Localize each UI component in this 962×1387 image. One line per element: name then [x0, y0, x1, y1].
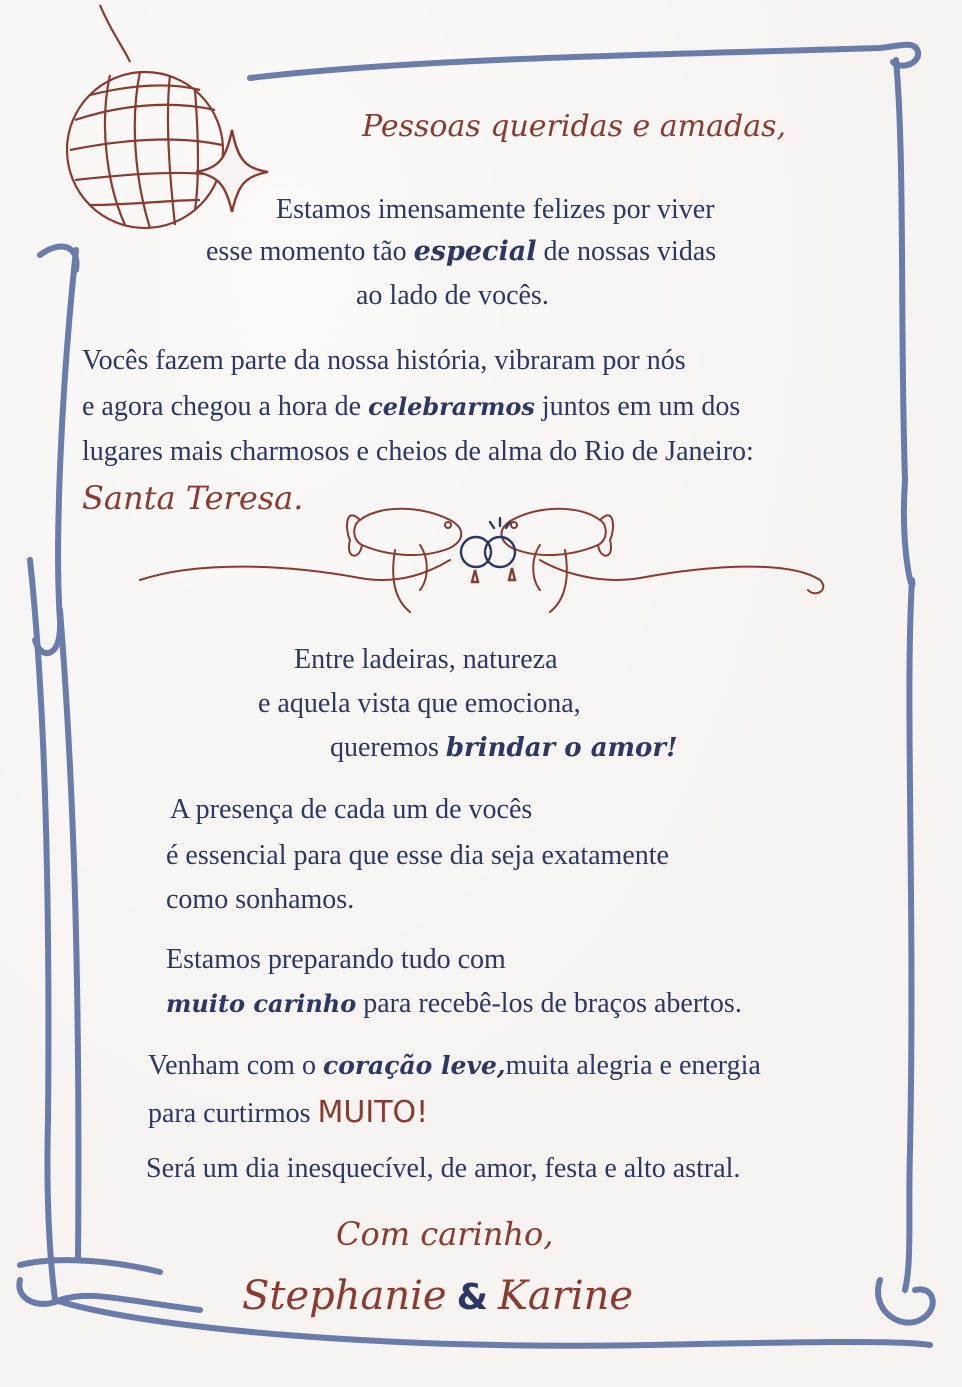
p3-line3-pre: queremos [330, 732, 439, 763]
p4-line1: A presença de cada um de vocês [170, 794, 533, 825]
emphasis-especial: especial [413, 236, 537, 267]
p3-line2: e aquela vista que emociona, [258, 688, 581, 719]
emphasis-muito: MUITO! [317, 1095, 429, 1130]
kissing-fish-icon [347, 509, 613, 612]
p6-line2-pre: para curtirmos [148, 1098, 311, 1129]
p1-line2-pre: esse momento tão [206, 236, 407, 267]
signature [242, 1273, 634, 1319]
p6-line1-post: muita alegria e energia [505, 1050, 761, 1081]
p2-line2-post: juntos em um dos [541, 391, 741, 422]
p4-line2: é essencial para que esse dia seja exatamente [166, 840, 669, 871]
p6-line1-pre: Venham com o [148, 1050, 316, 1081]
closing: Com carinho, [336, 1215, 554, 1253]
signature-ampersand: & [456, 1277, 488, 1318]
wedding-rings-icon [461, 518, 515, 582]
p4-line3: como sonhamos. [166, 884, 355, 915]
p6-line2 [148, 1095, 429, 1130]
p1-line3: ao lado de vocês. [356, 280, 549, 311]
emphasis-coracao-leve: coração leve, [322, 1051, 506, 1080]
p2-line2-pre: e agora chegou a hora de [82, 391, 362, 422]
p1-line2 [206, 238, 716, 266]
emphasis-muito-carinho: muito carinho [166, 989, 357, 1018]
emphasis-brindar: brindar o amor! [445, 733, 678, 763]
p3-line1: Entre ladeiras, natureza [294, 644, 558, 675]
p6-line1 [148, 1052, 761, 1080]
p1-line2-post: de nossas vidas [543, 236, 717, 267]
place-name: Santa Teresa. [82, 479, 304, 517]
p5-line2 [166, 990, 742, 1018]
p7-line1: Será um dia inesquecível, de amor, festa e alto astral. [146, 1153, 741, 1184]
p1-line1: Estamos imensamente felizes por viver [276, 194, 715, 225]
emphasis-celebrarmos: celebrarmos [368, 392, 535, 421]
p2-line2 [82, 393, 740, 421]
signature-name-2: Karine [498, 1273, 634, 1319]
disco-ball-icon [67, 5, 223, 228]
p5-line1: Estamos preparando tudo com [166, 944, 506, 975]
p3-line3 [330, 734, 678, 762]
p2-line1: Vocês fazem parte da nossa história, vibraram por nós [82, 345, 686, 376]
greeting: Pessoas queridas e amadas, [362, 109, 787, 144]
signature-name-1: Stephanie [242, 1273, 447, 1319]
p2-line3: lugares mais charmosos e cheios de alma do Rio de Janeiro: [82, 436, 754, 467]
p5-line2-post: para recebê-los de braços abertos. [363, 988, 742, 1019]
